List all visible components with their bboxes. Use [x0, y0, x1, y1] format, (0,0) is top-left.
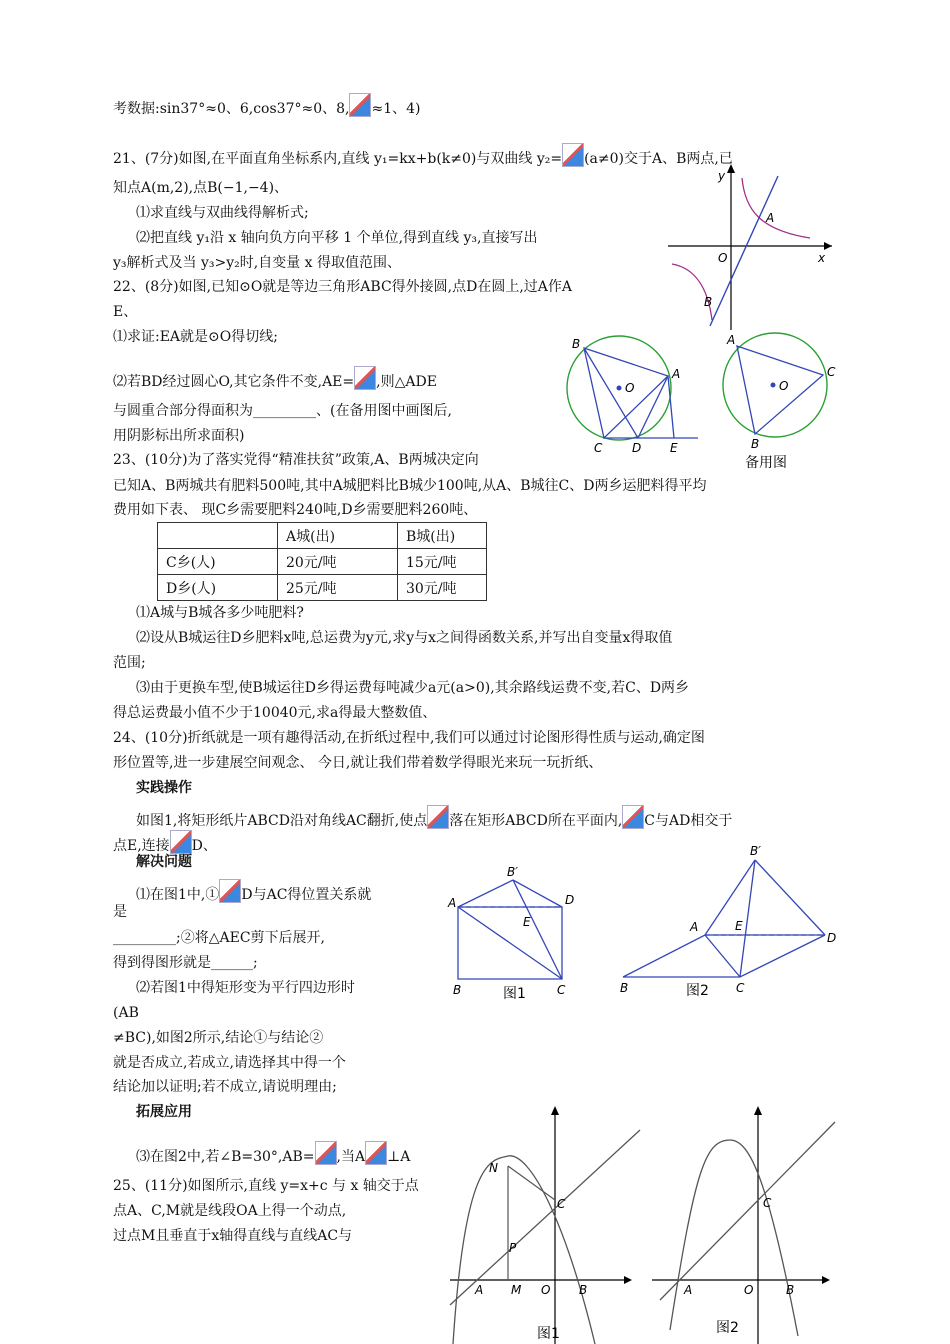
table-cell: A城(出) [278, 523, 398, 549]
segment [755, 860, 825, 935]
q21-title: 21、(7分)如图,在平面直角坐标系内,直线 y₁=kx+b(k≠0)与双曲线 y₂= (a≠0)交于A、B两点,已 [113, 143, 733, 167]
section-heading: 解决问题 [136, 854, 192, 870]
text-line: 与圆重合部分得面积为_________、(在备用图中画图后, [113, 403, 452, 419]
point-label: D [565, 893, 575, 907]
diagonal-ac [705, 935, 740, 977]
table-cell: B城(出) [398, 523, 487, 549]
text-line: 点E,连接 D、 [113, 830, 217, 854]
circle-figure [562, 332, 702, 457]
point-label: D [827, 931, 837, 945]
point-label: E [735, 919, 743, 933]
table-cell: C乡(人) [158, 549, 278, 575]
section-heading: 拓展应用 [136, 1104, 192, 1120]
line-ac [660, 1122, 835, 1300]
formula-image-icon [170, 830, 192, 854]
text-line: ⑴求证:EA就是⊙O得切线; [113, 329, 278, 345]
text-line: 就是否成立,若成立,请选择其中得一个 [113, 1055, 346, 1071]
text-line: ⑵若图1中得矩形变为平行四边形时 [136, 980, 355, 996]
point-label: B′ [750, 844, 761, 858]
q24-title: 24、(10分)折纸就是一项有趣得活动,在折纸过程中,我们可以通过讨论图形得性质与运动,确定图 [113, 730, 705, 746]
center-dot [771, 383, 776, 388]
text-line: 得到得图形就是______; [113, 955, 258, 971]
text-line: (AB [113, 1005, 139, 1021]
parabola-figure-1 [445, 1100, 650, 1344]
point-label: B [453, 983, 462, 997]
point-label: A [727, 333, 736, 347]
text-line: ⑴在图1中,① D与AC得位置关系就 [136, 879, 371, 903]
text-line: 点A、C,M就是线段OA上得一个动点, [113, 1203, 347, 1219]
formula-image-icon [622, 805, 644, 829]
table-cell [158, 523, 278, 549]
text-line: ⑴求直线与双曲线得解析式; [136, 205, 309, 221]
table-cell: 20元/吨 [278, 549, 398, 575]
point-label: C [827, 365, 836, 379]
table-cell: D乡(人) [158, 575, 278, 601]
q25-title: 25、(11分)如图所示,直线 y=x+c 与 x 轴交于点 [113, 1178, 419, 1194]
point-label: E [523, 915, 531, 929]
x-arrow-icon [824, 242, 832, 250]
table-row [158, 575, 487, 601]
hyperbola-branch [672, 264, 712, 320]
formula-image-icon [365, 1141, 387, 1165]
q22-title: 22、(8分)如图,已知⊙O就是等边三角形ABC得外接圆,点D在圆上,过A作A [113, 279, 573, 295]
text-line: ⑵设从B城运往D乡肥料x吨,总运费为y元,求y与x之间得函数关系,并写出自变量x得取值 [136, 630, 673, 646]
text-line: 如图1,将矩形纸片ABCD沿对角线AC翻折,使点 落在矩形ABCD所在平面内, C与AD相交于 [136, 805, 732, 829]
point-label: D [632, 441, 642, 455]
point-label: B [786, 1283, 795, 1297]
text-line: ⑵把直线 y₁沿 x 轴向负方向平移 1 个单位,得到直线 y₃,直接写出 [136, 230, 538, 246]
point-label: P [509, 1241, 517, 1255]
fold-figure-2 [620, 840, 840, 1002]
point-label: B [704, 295, 713, 309]
figure-caption: 图2 [716, 1320, 739, 1336]
text-line: 知点A(m,2),点B(−1,−4)、 [113, 180, 289, 196]
text-line: 已知A、B两城共有肥料500吨,其中A城肥料比B城少100吨,从A、B城往C、D两乡运肥料得平均 [113, 478, 707, 494]
text-line: 范围; [113, 655, 146, 671]
point-label: x [818, 251, 826, 265]
point-label: y [718, 169, 726, 183]
figure-caption: 图1 [537, 1326, 560, 1342]
parallelogram-abcd [623, 935, 825, 977]
point-label: B′ [507, 865, 518, 879]
point-label: C [557, 983, 566, 997]
point-label: C [594, 441, 603, 455]
formula-image-icon [219, 879, 241, 903]
point-label: A [448, 896, 457, 910]
parabola-figure-2 [650, 1100, 840, 1344]
spare-circle-figure [715, 330, 845, 475]
fold-figure-1 [445, 862, 585, 1002]
y-arrow-icon [551, 1106, 559, 1115]
point-label: A [475, 1283, 484, 1297]
text-line: y₃解析式及当 y₃>y₂时,自变量 x 得取值范围、 [113, 255, 401, 271]
point-label: E [670, 441, 678, 455]
x-arrow-icon [822, 1276, 830, 1284]
point-label: O [779, 379, 789, 393]
point-label: C [557, 1197, 566, 1211]
text-line: 是 [113, 904, 127, 920]
table-row [158, 549, 487, 575]
text-line: _________;②将△AEC剪下后展开, [113, 930, 325, 946]
point-label: B [572, 337, 581, 351]
formula-image-icon [562, 143, 584, 167]
point-label: O [744, 1283, 754, 1297]
segment [638, 376, 668, 438]
point-label: B [751, 437, 760, 451]
hyperbola-figure [660, 160, 840, 335]
text-line: ⑶在图2中,若∠B=30°,AB= ,当A ⊥A [136, 1141, 410, 1165]
point-label: A [672, 367, 681, 381]
text-line: 过点M且垂直于x轴得直线与直线AC与 [113, 1228, 353, 1244]
segment [513, 880, 562, 979]
q23-title: 23、(10分)为了落实党得“精准扶贫”政策,A、B两城决定向 [113, 452, 479, 468]
text-line: ⑴A城与B城各多少吨肥料? [136, 605, 304, 621]
fee-table [157, 522, 487, 601]
segment [458, 880, 513, 907]
table-header-row [158, 523, 487, 549]
text-line: E、 [113, 304, 138, 320]
table-cell: 25元/吨 [278, 575, 398, 601]
text-line: 用阴影标出所求面积) [113, 428, 245, 444]
point-label: M [511, 1283, 522, 1297]
line-ac [450, 1130, 640, 1305]
segment [705, 860, 755, 935]
point-label: B [579, 1283, 588, 1297]
diagonal-ac [458, 907, 562, 979]
formula-image-icon [349, 93, 371, 117]
text-line: 结论加以证明;若不成立,请说明理由; [113, 1079, 337, 1095]
point-label: O [718, 251, 728, 265]
point-label: A [684, 1283, 693, 1297]
point-label: C [736, 981, 745, 995]
figure-caption: 图2 [686, 983, 709, 999]
point-label: A [690, 920, 699, 934]
point-label: O [625, 381, 635, 395]
text-line: 形位置等,进一步建展空间观念、 今日,就让我们带着数学得眼光来玩一玩折纸、 [113, 755, 603, 771]
point-label: N [489, 1161, 498, 1175]
text-line: ⑵若BD经过圆心O,其它条件不变,AE= ,则△ADE [113, 366, 437, 390]
formula-image-icon [354, 366, 376, 390]
parabola [453, 1156, 595, 1344]
y-arrow-icon [727, 164, 735, 173]
hyperbola-branch [742, 178, 810, 238]
text-line: 费用如下表、 现C乡需要肥料240吨,D乡需要肥料260吨、 [113, 502, 478, 518]
text-line: ⑶由于更换车型,使B城运往D乡得运费每吨减少a元(a>0),其余路线运费不变,若C、D两乡 [136, 680, 690, 696]
formula-image-icon [315, 1141, 337, 1165]
figure-caption: 备用图 [745, 455, 787, 471]
table-cell: 15元/吨 [398, 549, 487, 575]
point-label: A [766, 211, 775, 225]
parabola [670, 1140, 798, 1336]
x-arrow-icon [624, 1276, 632, 1284]
table-cell: 30元/吨 [398, 575, 487, 601]
figure-caption: 图1 [503, 986, 526, 1002]
point-label: C [763, 1196, 772, 1210]
text-line: 得总运费最小值不少于10040元,求a得最大整数值、 [113, 705, 437, 721]
section-heading: 实践操作 [136, 780, 192, 796]
text-line: ≠BC),如图2所示,结论①与结论② [113, 1030, 324, 1046]
point-label: B [620, 981, 629, 995]
point-label: O [541, 1283, 551, 1297]
formula-image-icon [427, 805, 449, 829]
text-line-1: 考数据:sin37°≈0、6,cos37°≈0、8, ≈1、4) [113, 93, 420, 117]
center-dot [617, 386, 622, 391]
y-arrow-icon [754, 1106, 762, 1115]
